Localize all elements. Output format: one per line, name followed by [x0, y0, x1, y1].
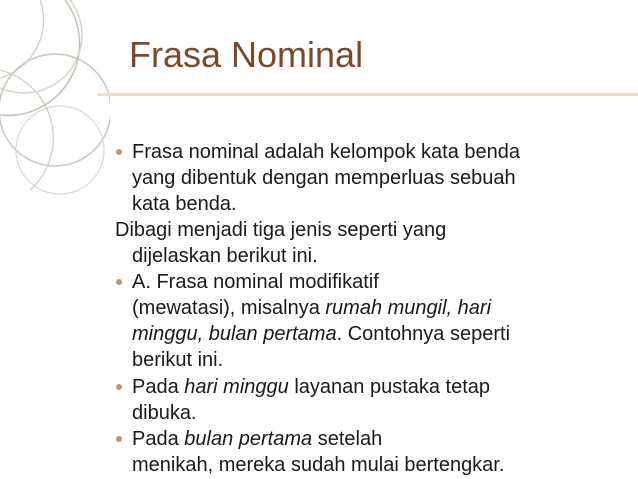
body-line: [132, 426, 382, 452]
text-run: (mewatasi), misalnya: [132, 297, 326, 319]
text-run: Pada: [132, 376, 185, 398]
text-run: Dibagi menjadi tiga jenis seperti yang: [115, 219, 447, 241]
body-line: [132, 191, 237, 217]
body-line: [115, 217, 446, 243]
body-line: [132, 452, 504, 478]
body-line: [132, 374, 490, 400]
bullet-icon: [116, 149, 122, 155]
body-line: [132, 243, 318, 269]
italic-text: minggu, bulan pertama: [132, 323, 337, 345]
body-line: [132, 295, 491, 321]
bullet-icon: [116, 384, 122, 390]
body-line: [132, 165, 516, 191]
body-line: [132, 400, 197, 426]
text-run: dijelaskan berikut ini.: [132, 245, 318, 267]
italic-text: hari minggu: [184, 376, 289, 398]
text-run: dibuka.: [132, 402, 197, 424]
text-run: . Contohnya seperti: [336, 323, 511, 345]
slide-title: Frasa Nominal: [129, 34, 364, 75]
body-line: [132, 269, 379, 295]
bullet-icon: [116, 436, 122, 442]
text-run: setelah: [312, 428, 383, 450]
bullet-icon: [116, 279, 122, 285]
body-line: [132, 347, 223, 373]
text-run: menikah, mereka sudah mulai bertengkar.: [132, 454, 505, 476]
text-run: A. Frasa nominal modifikatif: [132, 271, 379, 293]
body-line: [132, 139, 520, 165]
text-run: layanan pustaka tetap: [288, 376, 491, 398]
text-run: berikut ini.: [132, 349, 224, 371]
italic-text: bulan pertama: [184, 428, 313, 450]
italic-text: rumah mungil, hari: [325, 297, 492, 319]
text-run: Pada: [132, 428, 185, 450]
text-run: Frasa nominal adalah kelompok kata benda: [132, 141, 521, 163]
body-line: [132, 321, 510, 347]
text-run: kata benda.: [132, 193, 237, 215]
text-run: yang dibentuk dengan memperluas sebuah: [132, 167, 516, 189]
